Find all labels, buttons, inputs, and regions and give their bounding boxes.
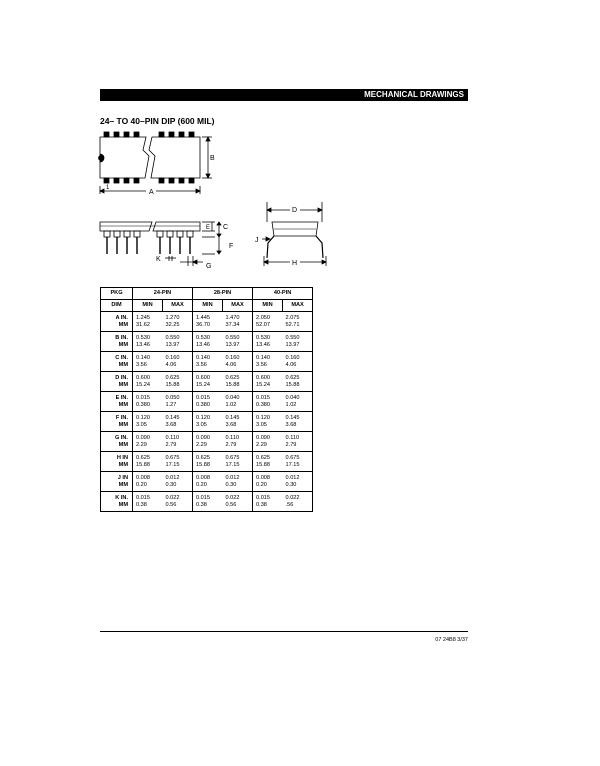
value-mm: 13.46: [136, 341, 150, 348]
value-inches: 0.625: [136, 454, 150, 461]
value-cell: [163, 392, 193, 412]
table-header-row-pkg: [101, 288, 313, 300]
value-mm: 15.24: [196, 381, 211, 388]
value-inches: 0.012: [225, 474, 240, 481]
max-header: MAX: [283, 300, 313, 312]
value-inches: 2.075: [285, 314, 300, 321]
table-row: [101, 432, 313, 452]
dim-cell: [101, 452, 133, 472]
value-cell: [253, 432, 283, 452]
value-inches: 0.600: [196, 374, 211, 381]
value-inches: 0.160: [285, 354, 300, 361]
value-inches: 0.625: [285, 374, 300, 381]
value-mm: 0.380: [136, 401, 150, 408]
value-inches: 0.550: [165, 334, 180, 341]
value-inches: 0.600: [256, 374, 271, 381]
value-inches: 0.140: [256, 354, 271, 361]
dim-label-mm: MM: [118, 321, 128, 328]
value-mm: 0.38: [136, 501, 147, 508]
value-mm: 13.46: [196, 341, 211, 348]
dim-label-a: A: [149, 189, 154, 196]
dim-cell: [101, 412, 133, 432]
value-cell: [223, 492, 253, 512]
value-cell: [133, 372, 163, 392]
value-inches: 1.445: [196, 314, 211, 321]
value-inches: 0.145: [165, 414, 180, 421]
footer-rule: [100, 631, 468, 632]
dim-label-mm: MM: [118, 441, 128, 448]
value-mm: 15.88: [196, 461, 211, 468]
value-mm: 2.79: [225, 441, 237, 448]
min-header: MIN: [133, 300, 163, 312]
value-cell: [223, 352, 253, 372]
value-cell: [193, 372, 223, 392]
dim-label-mm: MM: [118, 401, 128, 408]
top-view: [99, 132, 213, 194]
value-inches: 0.015: [196, 394, 211, 401]
value-inches: 0.625: [165, 374, 180, 381]
value-inches: 0.022: [165, 494, 180, 501]
value-mm: 3.68: [285, 421, 297, 428]
table-row: [101, 452, 313, 472]
dim-header: DIM: [101, 300, 133, 312]
dim-cell: [101, 472, 133, 492]
value-inches: 0.550: [225, 334, 240, 341]
value-inches: 0.675: [285, 454, 300, 461]
value-cell: [193, 492, 223, 512]
value-cell: [283, 332, 313, 352]
dim-label-in: G IN.: [114, 434, 128, 441]
value-inches: 0.625: [225, 374, 240, 381]
dim-label-mm: MM: [118, 481, 128, 488]
value-inches: 0.008: [136, 474, 150, 481]
value-cell: [283, 352, 313, 372]
value-mm: 3.68: [165, 421, 177, 428]
value-inches: 0.015: [256, 494, 271, 501]
dim-label-in: B IN.: [115, 334, 128, 341]
value-cell: [133, 332, 163, 352]
dim-label-k: K: [156, 256, 161, 263]
value-inches: 0.675: [225, 454, 240, 461]
value-cell: [193, 352, 223, 372]
value-inches: 0.090: [196, 434, 211, 441]
table-row: [101, 412, 313, 432]
value-cell: [193, 332, 223, 352]
value-mm: 2.79: [165, 441, 177, 448]
value-cell: [163, 432, 193, 452]
value-inches: 0.015: [136, 494, 150, 501]
value-mm: 4.06: [225, 361, 237, 368]
value-inches: 0.625: [196, 454, 211, 461]
value-mm: 2.29: [256, 441, 267, 448]
value-mm: 52.71: [285, 321, 300, 328]
value-inches: 0.600: [136, 374, 150, 381]
value-cell: [163, 452, 193, 472]
value-inches: 0.110: [225, 434, 240, 441]
value-inches: 0.145: [285, 414, 300, 421]
value-cell: [223, 372, 253, 392]
value-cell: [283, 372, 313, 392]
value-cell: [193, 452, 223, 472]
value-inches: 0.530: [196, 334, 211, 341]
pkg-header: PKG: [101, 288, 133, 300]
value-mm: 15.88: [225, 381, 240, 388]
value-inches: 0.675: [165, 454, 180, 461]
value-mm: 15.88: [285, 381, 300, 388]
value-mm: 3.05: [136, 421, 147, 428]
footer-doc-code: 07 24B8 3/37: [435, 637, 468, 643]
value-cell: [283, 392, 313, 412]
value-mm: 0.30: [165, 481, 177, 488]
value-cell: [133, 432, 163, 452]
dim-label-d: D: [292, 207, 298, 214]
value-cell: [283, 412, 313, 432]
value-inches: 0.140: [196, 354, 211, 361]
value-inches: 0.120: [136, 414, 150, 421]
group-header-24: 24-PIN: [133, 288, 193, 300]
value-cell: [253, 352, 283, 372]
value-cell: [193, 312, 223, 332]
value-mm: 4.06: [165, 361, 177, 368]
value-inches: 0.160: [165, 354, 180, 361]
value-mm: 0.38: [256, 501, 267, 508]
pin1-label: 1: [106, 185, 110, 191]
dim-label-in: J IN: [117, 474, 128, 481]
value-inches: 0.090: [136, 434, 150, 441]
value-mm: 32.25: [165, 321, 180, 328]
dim-label-mm: MM: [118, 501, 128, 508]
dim-cell: [101, 352, 133, 372]
value-inches: 0.040: [225, 394, 240, 401]
value-inches: 0.120: [256, 414, 271, 421]
dim-label-j: J: [255, 237, 259, 244]
table-row: [101, 392, 313, 412]
value-cell: [283, 492, 313, 512]
value-inches: 2.050: [256, 314, 271, 321]
value-cell: [253, 332, 283, 352]
value-inches: 0.022: [225, 494, 240, 501]
dim-cell: [101, 312, 133, 332]
dimensions-table: [100, 287, 313, 512]
dim-label-f: F: [229, 243, 234, 250]
value-mm: 17.15: [165, 461, 180, 468]
value-inches: 1.245: [136, 314, 150, 321]
value-mm: 3.05: [196, 421, 207, 428]
value-cell: [193, 472, 223, 492]
value-inches: 0.550: [285, 334, 300, 341]
value-inches: 0.050: [165, 394, 180, 401]
dim-label-in: A IN.: [115, 314, 128, 321]
value-cell: [163, 332, 193, 352]
value-mm: 2.29: [196, 441, 207, 448]
dim-cell: [101, 372, 133, 392]
value-mm: 15.88: [165, 381, 180, 388]
value-cell: [253, 492, 283, 512]
value-cell: [253, 392, 283, 412]
dim-label-mm: MM: [118, 421, 128, 428]
value-inches: 0.012: [285, 474, 300, 481]
value-cell: [163, 492, 193, 512]
value-inches: 0.625: [256, 454, 271, 461]
value-inches: 0.145: [225, 414, 240, 421]
dim-cell: [101, 432, 133, 452]
value-cell: [193, 392, 223, 412]
dim-label-mm: MM: [118, 381, 128, 388]
value-inches: 0.012: [165, 474, 180, 481]
value-cell: [133, 392, 163, 412]
value-cell: [223, 452, 253, 472]
dim-label-mm: MM: [118, 361, 128, 368]
value-mm: 36.70: [196, 321, 211, 328]
dim-cell: [101, 392, 133, 412]
value-mm: 0.20: [136, 481, 147, 488]
value-inches: 1.270: [165, 314, 180, 321]
value-inches: 0.110: [165, 434, 180, 441]
value-mm: 2.29: [136, 441, 147, 448]
value-cell: [253, 472, 283, 492]
table-header-row-minmax: [101, 300, 313, 312]
value-cell: [163, 352, 193, 372]
value-mm: 17.15: [285, 461, 300, 468]
min-header: MIN: [253, 300, 283, 312]
value-inches: 0.110: [285, 434, 300, 441]
value-cell: [283, 312, 313, 332]
value-mm: 1.27: [165, 401, 177, 408]
value-mm: 1.02: [225, 401, 237, 408]
value-mm: 15.24: [136, 381, 150, 388]
value-mm: 0.30: [285, 481, 297, 488]
value-inches: 0.008: [196, 474, 211, 481]
group-header-28: 28-PIN: [193, 288, 253, 300]
value-inches: 0.530: [256, 334, 271, 341]
value-mm: 4.06: [285, 361, 297, 368]
dim-label-in: C IN.: [115, 354, 128, 361]
value-cell: [223, 312, 253, 332]
value-cell: [133, 312, 163, 332]
value-mm: .56: [285, 501, 294, 508]
table-row: [101, 312, 313, 332]
value-cell: [133, 352, 163, 372]
value-inches: 0.015: [136, 394, 150, 401]
value-cell: [223, 412, 253, 432]
dim-label-mm: MM: [118, 461, 128, 468]
value-mm: 0.20: [256, 481, 267, 488]
dim-cell: [101, 332, 133, 352]
value-cell: [283, 452, 313, 472]
value-inches: 0.530: [136, 334, 150, 341]
value-mm: 15.88: [256, 461, 271, 468]
value-cell: [193, 432, 223, 452]
table-row: [101, 472, 313, 492]
value-cell: [253, 312, 283, 332]
dim-label-mm: MM: [118, 341, 128, 348]
value-inches: 0.120: [196, 414, 211, 421]
value-mm: 0.20: [196, 481, 207, 488]
value-mm: 2.79: [285, 441, 297, 448]
value-mm: 0.56: [225, 501, 237, 508]
dim-label-in: D IN.: [115, 374, 128, 381]
value-cell: [253, 452, 283, 472]
package-title: 24– TO 40–PIN DIP (600 MIL): [100, 116, 215, 126]
max-header: MAX: [163, 300, 193, 312]
value-cell: [223, 432, 253, 452]
value-mm: 0.380: [196, 401, 211, 408]
value-inches: 0.022: [285, 494, 300, 501]
value-cell: [163, 412, 193, 432]
value-cell: [133, 412, 163, 432]
value-mm: 15.88: [136, 461, 150, 468]
table-row: [101, 372, 313, 392]
dim-label-in: F IN.: [115, 414, 128, 421]
max-header: MAX: [223, 300, 253, 312]
value-mm: 3.56: [196, 361, 207, 368]
value-mm: 3.56: [256, 361, 267, 368]
value-inches: 0.040: [285, 394, 300, 401]
value-cell: [223, 392, 253, 412]
value-mm: 15.24: [256, 381, 271, 388]
dim-label-g: G: [206, 263, 212, 270]
value-cell: [193, 412, 223, 432]
dim-label-in: H IN: [116, 454, 128, 461]
value-cell: [223, 332, 253, 352]
min-header: MIN: [193, 300, 223, 312]
value-inches: 1.470: [225, 314, 240, 321]
value-mm: 37.34: [225, 321, 240, 328]
value-mm: 17.15: [225, 461, 240, 468]
value-mm: 52.07: [256, 321, 271, 328]
value-cell: [133, 472, 163, 492]
dim-label-h: H: [292, 260, 298, 267]
value-mm: 0.56: [165, 501, 177, 508]
dim-label-c: C: [223, 224, 229, 231]
value-mm: 0.380: [256, 401, 271, 408]
value-cell: [253, 412, 283, 432]
value-mm: 3.68: [225, 421, 237, 428]
section-title: MECHANICAL DRAWINGS: [364, 90, 464, 99]
value-cell: [283, 432, 313, 452]
value-mm: 0.30: [225, 481, 237, 488]
value-cell: [133, 452, 163, 472]
value-mm: 0.38: [196, 501, 207, 508]
dim-label-in: K IN.: [115, 494, 128, 501]
value-mm: 3.56: [136, 361, 147, 368]
value-mm: 3.05: [256, 421, 267, 428]
value-mm: 31.62: [136, 321, 150, 328]
value-cell: [253, 372, 283, 392]
value-inches: 0.090: [256, 434, 271, 441]
value-mm: 1.02: [285, 401, 297, 408]
value-cell: [163, 312, 193, 332]
table-row: [101, 492, 313, 512]
value-inches: 0.008: [256, 474, 271, 481]
value-cell: [283, 472, 313, 492]
dim-label-e: E: [206, 225, 211, 231]
value-inches: 0.160: [225, 354, 240, 361]
value-inches: 0.015: [256, 394, 271, 401]
value-inches: 0.015: [196, 494, 211, 501]
value-cell: [163, 472, 193, 492]
value-inches: 0.140: [136, 354, 150, 361]
value-cell: [163, 372, 193, 392]
table-row: [101, 352, 313, 372]
value-mm: 13.97: [165, 341, 180, 348]
value-mm: 13.97: [225, 341, 240, 348]
value-mm: 13.97: [285, 341, 300, 348]
value-mm: 13.46: [256, 341, 271, 348]
value-cell: [223, 472, 253, 492]
group-header-40: 40-PIN: [253, 288, 313, 300]
dim-label-in: E IN.: [115, 394, 128, 401]
value-cell: [133, 492, 163, 512]
dim-cell: [101, 492, 133, 512]
dim-label-b: B: [210, 155, 215, 162]
table-row: [101, 332, 313, 352]
